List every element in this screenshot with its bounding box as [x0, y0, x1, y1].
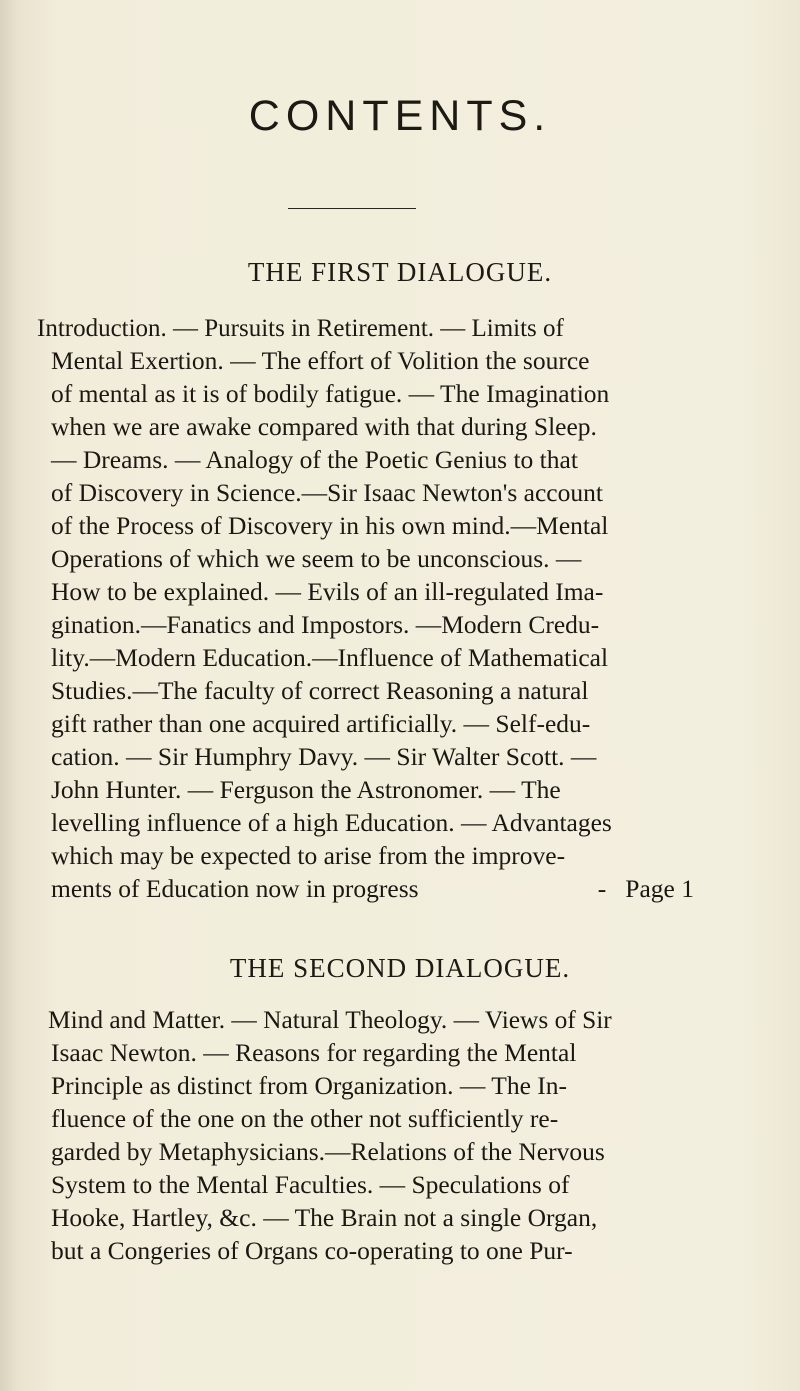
summary-line: cation. — Sir Humphry Davy. — Sir Walter Scott. —	[51, 742, 597, 771]
summary-line: of Discovery in Science.—Sir Isaac Newton's account	[51, 478, 603, 507]
summary-line: Isaac Newton. — Reasons for regarding the Mental	[51, 1038, 577, 1067]
summary-line: of the Process of Discovery in his own mind.—Mental	[51, 511, 609, 540]
summary-line: garded by Metaphysicians.—Relations of the Nervous	[51, 1137, 605, 1166]
summary-line: Mind and Matter. — Natural Theology. — Views of Sir	[48, 1005, 612, 1034]
summary-last-text: ments of Education now in progress	[51, 874, 419, 903]
title-divider	[288, 208, 416, 209]
summary-line: when we are awake compared with that during Sleep.	[51, 412, 597, 441]
summary-line: Mental Exertion. — The effort of Volition the source	[51, 346, 590, 375]
page-title: CONTENTS.	[248, 92, 552, 140]
summary-line: — Dreams. — Analogy of the Poetic Genius to that	[51, 445, 578, 474]
summary-line: but a Congeries of Organs co-operating to one Pur-	[51, 1236, 573, 1265]
summary-line: Introduction. — Pursuits in Retirement. — Limits of	[37, 313, 564, 342]
summary-line: fluence of the one on the other not sufficiently re-	[51, 1104, 559, 1133]
summary-line: Principle as distinct from Organization. — The In-	[51, 1071, 568, 1100]
first-dialogue-summary	[37, 311, 746, 905]
summary-line: which may be expected to arise from the improve-	[51, 841, 566, 870]
summary-line: Hooke, Hartley, &c. — The Brain not a single Organ,	[51, 1203, 598, 1232]
summary-last-line	[51, 872, 746, 905]
summary-line: How to be explained. — Evils of an ill-regulated Ima-	[51, 577, 604, 606]
summary-line: Operations of which we seem to be unconscious. —	[51, 544, 582, 573]
summary-line: System to the Mental Faculties. — Speculations of	[51, 1170, 570, 1199]
summary-line: of mental as it is of bodily fatigue. — The Imagination	[51, 379, 610, 408]
summary-line: Studies.—The faculty of correct Reasoning a natural	[51, 676, 589, 705]
summary-line: gination.—Fanatics and Impostors. —Modern Credu-	[51, 610, 600, 639]
summary-line: levelling influence of a high Education. — Advantages	[51, 808, 612, 837]
summary-line: John Hunter. — Ferguson the Astronomer. — The	[51, 775, 561, 804]
second-dialogue-summary	[48, 1003, 746, 1267]
summary-line: lity.—Modern Education.—Influence of Mathematical	[51, 643, 609, 672]
summary-line: gift rather than one acquired artificially. — Self-edu-	[51, 709, 591, 738]
first-dialogue-heading: THE FIRST DIALOGUE.	[247, 257, 553, 287]
page-reference: - Page 1	[597, 874, 694, 903]
second-dialogue-heading: THE SECOND DIALOGUE.	[229, 953, 571, 983]
